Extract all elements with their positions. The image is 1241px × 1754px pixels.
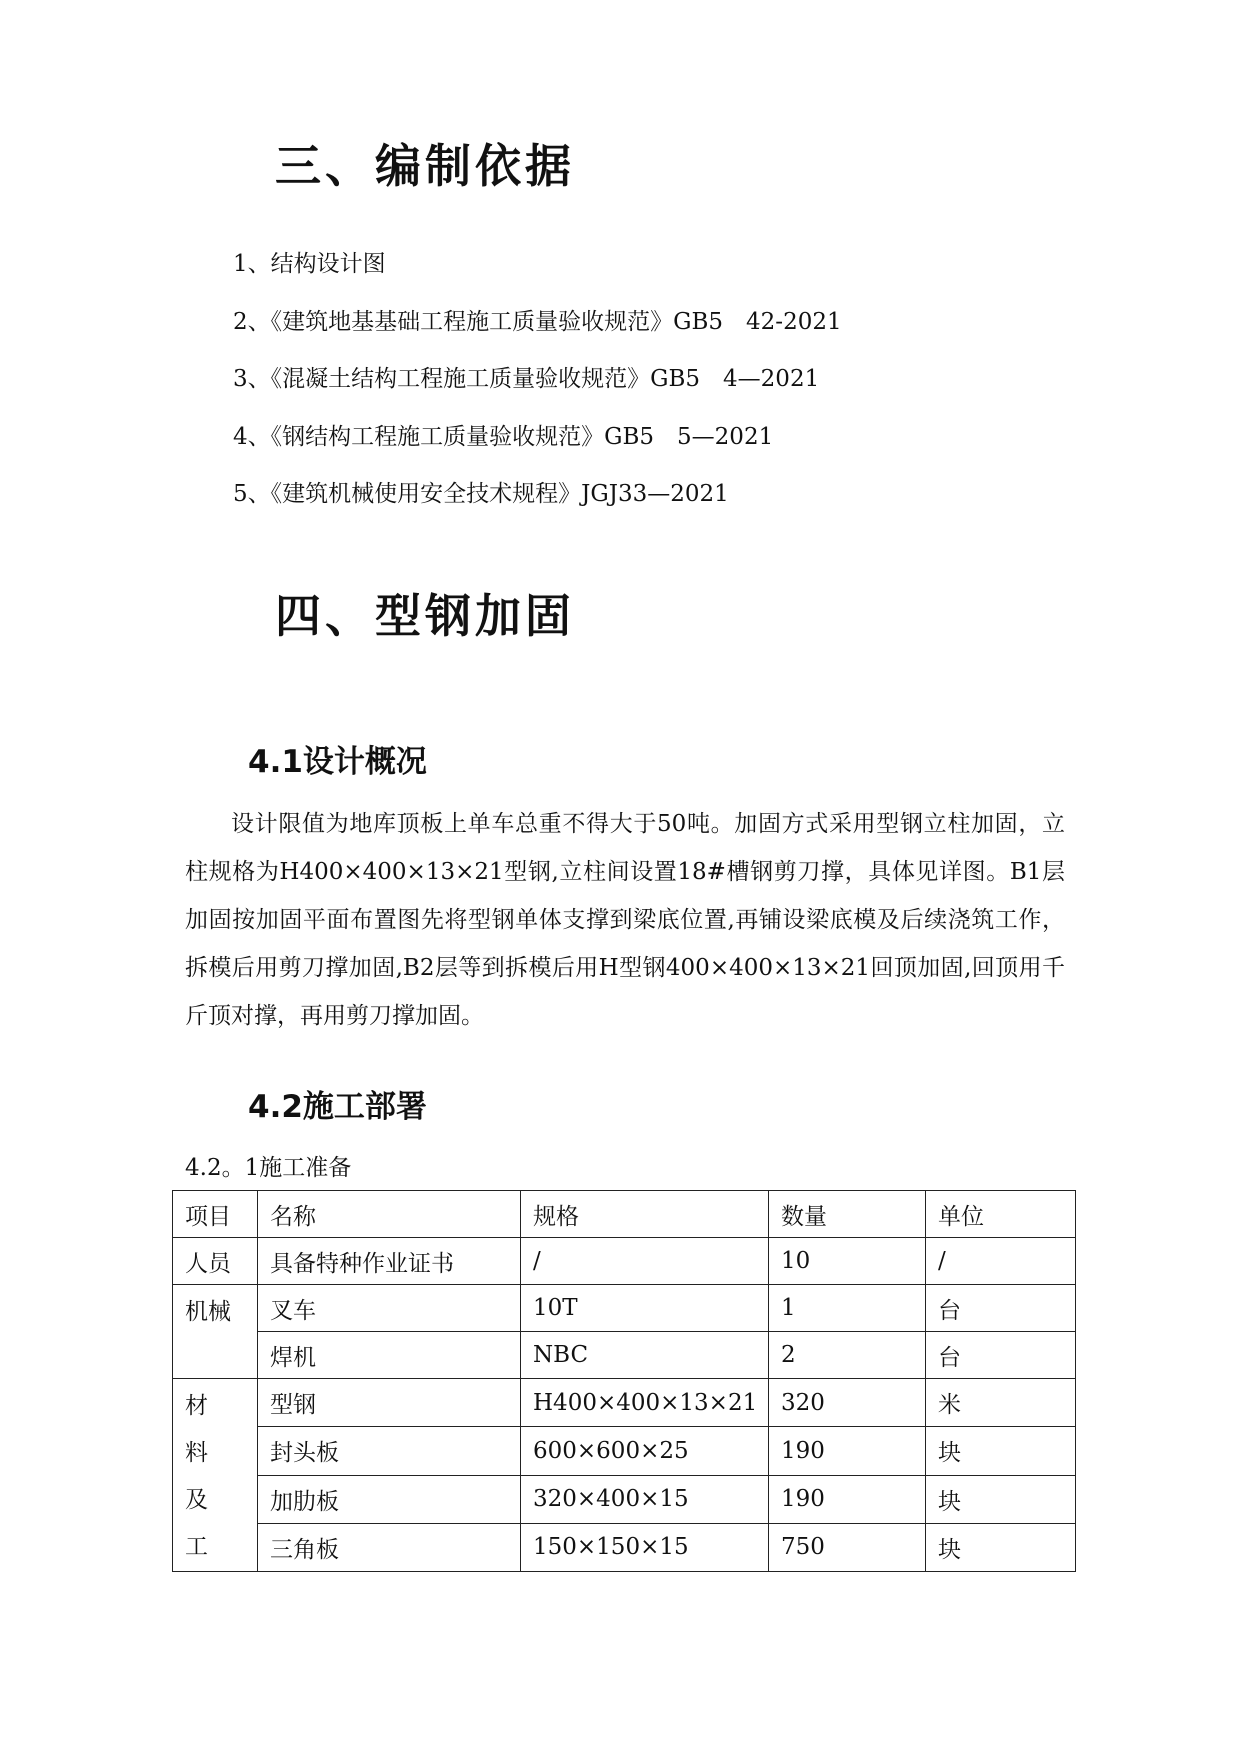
row-qty: 750 [769,1523,926,1571]
reference-item-5: 5、《建筑机械使用安全技术规程》JGJ33—2021 [233,481,729,507]
reference-item-2: 2、《建筑地基基础工程施工质量验收规范》GB5 42-2021 [233,309,842,335]
row-qty: 190 [769,1475,926,1523]
table-row [173,1332,1076,1379]
table-row [173,1379,1076,1427]
reference-item-1: 1、结构设计图 [233,251,386,277]
section4-title: 四、型钢加固 [275,589,575,643]
row-qty: 2 [769,1332,926,1379]
table-row [173,1427,1076,1475]
row-name: 具备特种作业证书 [258,1238,521,1285]
header-name: 名称 [258,1191,521,1238]
row-name: 叉车 [258,1285,521,1332]
row-spec: NBC [521,1332,769,1379]
row-qty: 10 [769,1238,926,1285]
header-quantity: 数量 [769,1191,926,1238]
row-unit: 米 [926,1379,1076,1427]
row-name: 三角板 [258,1523,521,1571]
design-overview-text: 设计限值为地库顶板上单车总重不得大于50吨。加固方式采用型钢立柱加固，立柱规格为H400×400×13×21型钢,立柱间设置18#槽钢剪刀撑，具体见详图。B1层加固按加固平面布置图先将型钢单体支撑到梁底位置,再铺设梁底模及后续浇筑工作，拆模后用剪刀撑加固,B2层等到拆模后用H型钢400×400×13×21回顶加固,回顶用千斤顶对撑，再用剪刀撑加固。 [185,811,1065,1029]
group-materials-char-1: 材 [185,1393,208,1419]
row-name: 焊机 [258,1332,521,1379]
row-unit: 台 [926,1332,1076,1379]
preparation-table [172,1190,1076,1572]
row-qty: 190 [769,1427,926,1475]
table-header-row [173,1191,1076,1238]
header-unit: 单位 [926,1191,1076,1238]
row-unit: 块 [926,1523,1076,1571]
construction-deployment-heading: 4.2施工部署 [248,1089,427,1125]
row-unit: 块 [926,1475,1076,1523]
reference-item-4: 4、《钢结构工程施工质量验收规范》GB5 5—2021 [233,424,774,450]
row-spec: 320×400×15 [521,1475,769,1523]
group-personnel: 人员 [173,1238,258,1285]
design-overview-paragraph [185,800,1065,1040]
construction-preparation-subheading: 4.2。1施工准备 [185,1155,352,1181]
row-unit: / [926,1238,1076,1285]
group-materials [173,1379,258,1572]
row-unit: 块 [926,1427,1076,1475]
table-row [173,1238,1076,1285]
design-overview-heading: 4.1设计概况 [248,744,427,780]
row-qty: 320 [769,1379,926,1427]
table-row [173,1475,1076,1523]
row-name: 加肋板 [258,1475,521,1523]
header-category: 项目 [173,1191,258,1238]
row-spec: 10T [521,1285,769,1332]
group-materials-char-3: 及 [185,1487,208,1513]
group-machinery: 机械 [173,1285,258,1379]
group-materials-char-2: 料 [185,1440,208,1466]
section3-title: 三、编制依据 [275,139,575,193]
table-row [173,1285,1076,1332]
row-qty: 1 [769,1285,926,1332]
row-spec: 600×600×25 [521,1427,769,1475]
reference-item-3: 3、《混凝土结构工程施工质量验收规范》GB5 4—2021 [233,366,820,392]
row-spec: H400×400×13×21 [521,1379,769,1427]
row-name: 封头板 [258,1427,521,1475]
header-spec: 规格 [521,1191,769,1238]
row-name: 型钢 [258,1379,521,1427]
group-materials-char-4: 工 [185,1534,208,1560]
row-spec: / [521,1238,769,1285]
row-spec: 150×150×15 [521,1523,769,1571]
table-row [173,1523,1076,1571]
row-unit: 台 [926,1285,1076,1332]
